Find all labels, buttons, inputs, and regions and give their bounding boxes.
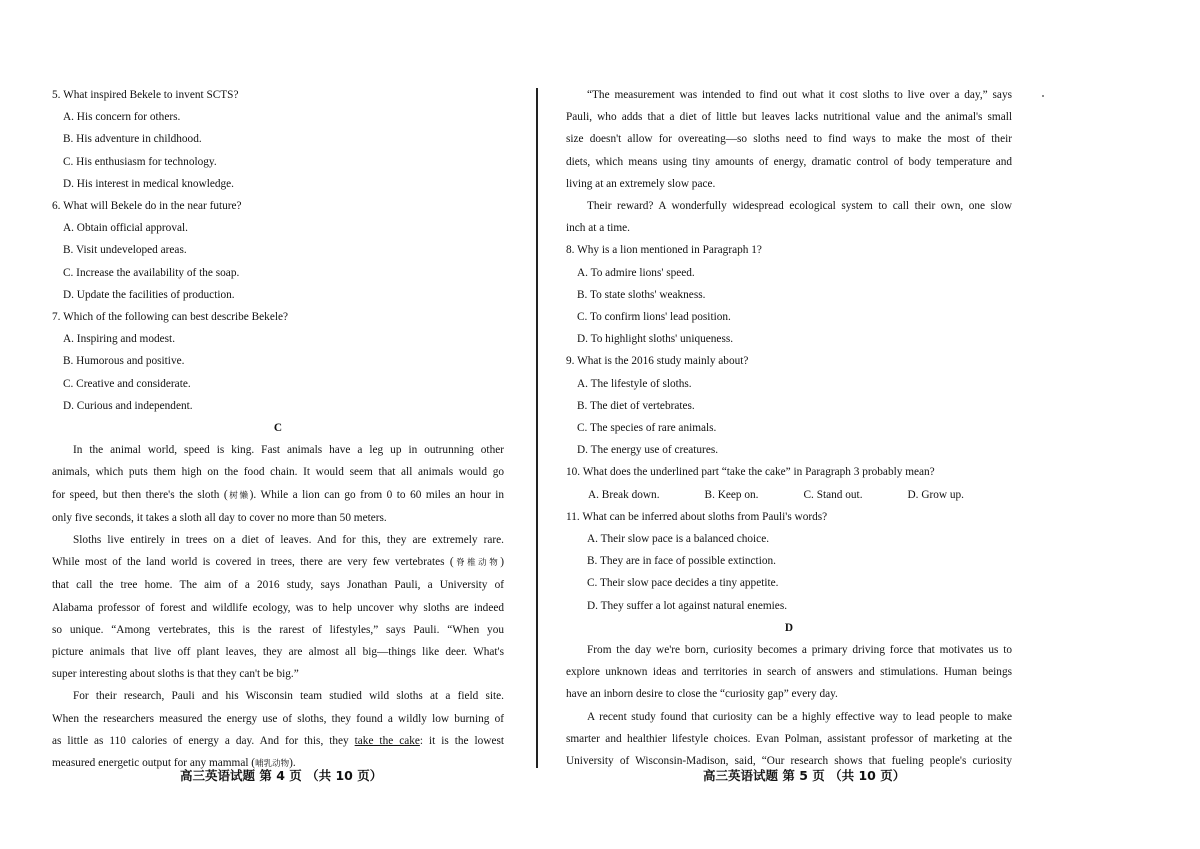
underlined-phrase: take the cake bbox=[354, 734, 420, 747]
text-line: While most of the land world is covered in trees, there are very few vertebrates (脊椎动物) bbox=[52, 556, 504, 569]
option-11d: D. They suffer a lot against natural enemies. bbox=[587, 599, 788, 612]
question-5: 5. What inspired Bekele to invent SCTS? bbox=[52, 89, 239, 101]
option-6d: D. Update the facilities of production. bbox=[63, 288, 235, 301]
option-8a: A. To admire lions' speed. bbox=[577, 266, 695, 279]
text-line: picture animals that live off plant leaves, they are almost all big—things like deer. What's bbox=[52, 646, 504, 659]
text-line: diets, which means using tiny amounts of energy, dramatic control of body temperature and bbox=[566, 155, 1012, 168]
question-7: 7. Which of the following can best describe Bekele? bbox=[52, 311, 289, 324]
chinese-gloss: 脊椎动物 bbox=[453, 558, 501, 569]
text-line: explore unknown ideas and territories in search of answers and stimulations. Human beings bbox=[566, 666, 1012, 679]
passage-d-paragraph-1 bbox=[566, 639, 1012, 706]
passage-c-paragraph-2 bbox=[52, 529, 504, 685]
text-line: In the animal world, speed is king. Fast animals have a leg up in outrunning other bbox=[73, 444, 504, 457]
text-line: so unique. “Among vertebrates, this is the rarest of lifestyles,” says Pauli. “When you bbox=[52, 623, 504, 636]
text-line: Alabama professor of forest and wildlife ecology, was to help uncover why sloths are indeed bbox=[52, 601, 504, 614]
option-11b: B. They are in face of possible extinction. bbox=[587, 555, 776, 568]
option-6b: B. Visit undeveloped areas. bbox=[63, 244, 187, 257]
passage-c-paragraph-4 bbox=[566, 84, 1012, 195]
option-7a: A. Inspiring and modest. bbox=[63, 333, 176, 346]
chinese-gloss: 哺乳动物 bbox=[255, 759, 290, 770]
passage-d-paragraph-2 bbox=[566, 706, 1012, 773]
option-11a: A. Their slow pace is a balanced choice. bbox=[587, 533, 770, 546]
question-10: 10. What does the underlined part “take the cake” in Paragraph 3 probably mean? bbox=[566, 466, 935, 479]
option-7c: C. Creative and considerate. bbox=[63, 377, 191, 390]
question-8: 8. Why is a lion mentioned in Paragraph 1? bbox=[566, 244, 762, 257]
text-line: for speed, but then there's the sloth (树懒). While a lion can go from 0 to 60 miles an hour in bbox=[52, 488, 504, 501]
question-11: 11. What can be inferred about sloths from Pauli's words? bbox=[566, 510, 828, 523]
text-line: size doesn't allow for overeating—so sloths need to find ways to make the most of their bbox=[566, 133, 1012, 146]
option-10c: C. Stand out. bbox=[803, 488, 863, 501]
option-10d: D. Grow up. bbox=[907, 488, 964, 501]
text-line: University of Wisconsin-Madison, said, “Our research shows that fueling people's curiosity bbox=[566, 755, 1012, 768]
option-5d: D. His interest in medical knowledge. bbox=[63, 177, 234, 190]
page-footer-left: 高三英语试题 第 4 页 （共 10 页） bbox=[180, 768, 383, 783]
text-line: Sloths live entirely in trees on a diet of leaves. And for this, they are extremely rare. bbox=[73, 534, 504, 547]
text-line: super interesting about sloths is that they can't be big.” bbox=[52, 668, 299, 681]
page-divider bbox=[536, 88, 538, 768]
text-line: For their research, Pauli and his Wisconsin team studied wild sloths at a field site. bbox=[73, 690, 504, 703]
text-line: that call the tree home. The aim of a 2016 study, says Jonathan Pauli, a University of bbox=[52, 579, 504, 592]
option-9c: C. The species of rare animals. bbox=[577, 422, 717, 435]
option-5b: B. His adventure in childhood. bbox=[63, 133, 202, 146]
option-5c: C. His enthusiasm for technology. bbox=[63, 155, 217, 168]
page-footer-right: 高三英语试题 第 5 页 （共 10 页） bbox=[703, 768, 906, 783]
question-6: 6. What will Bekele do in the near future? bbox=[52, 200, 242, 213]
question-9: 9. What is the 2016 study mainly about? bbox=[566, 355, 749, 368]
option-6a: A. Obtain official approval. bbox=[63, 222, 188, 235]
text-line: living at an extremely slow pace. bbox=[566, 177, 716, 190]
option-10a: A. Break down. bbox=[588, 488, 660, 501]
text-line: A recent study found that curiosity can be a highly effective way to lead people to make bbox=[587, 710, 1012, 723]
text-line: as little as 110 calories of energy a day. And for this, they take the cake: it is the lowest bbox=[52, 734, 504, 747]
text-line: Pauli, who adds that a diet of little but leaves lacks nutritional value and the animal's small bbox=[566, 111, 1012, 124]
text-line: smarter and healthier lifestyle choices. Evan Polman, assistant professor of marketing at the bbox=[566, 732, 1012, 745]
section-heading-d: D bbox=[784, 621, 794, 634]
text-line: measured energetic output for any mammal (哺乳动物). bbox=[52, 757, 296, 770]
text-line: animals, which puts them high on the food chain. It would seem that all animals would go bbox=[52, 466, 504, 479]
option-8b: B. To state sloths' weakness. bbox=[577, 288, 706, 301]
option-9a: A. The lifestyle of sloths. bbox=[577, 377, 692, 390]
section-heading-c: C bbox=[273, 422, 283, 435]
option-8c: C. To confirm lions' lead position. bbox=[577, 311, 731, 324]
scan-speck bbox=[1042, 95, 1044, 97]
options-10-row bbox=[566, 484, 1012, 506]
passage-c-paragraph-3 bbox=[52, 685, 504, 775]
text-line: “The measurement was intended to find out what it cost sloths to live over a day,” says bbox=[587, 89, 1012, 101]
text-line: From the day we're born, curiosity becomes a primary driving force that motivates us to bbox=[587, 644, 1012, 657]
option-11c: C. Their slow pace decides a tiny appetite. bbox=[587, 577, 779, 590]
chinese-gloss: 树懒 bbox=[227, 490, 250, 501]
option-9d: D. The energy use of creatures. bbox=[577, 444, 719, 457]
right-page-column bbox=[566, 84, 1012, 772]
option-6c: C. Increase the availability of the soap. bbox=[63, 266, 240, 279]
left-page-column bbox=[52, 84, 504, 775]
text-line: Their reward? A wonderfully widespread ecological system to call their own, one slow bbox=[587, 200, 1012, 213]
option-5a: A. His concern for others. bbox=[63, 111, 181, 124]
text-line: When the researchers measured the energy use of sloths, they found a wildly low burning of bbox=[52, 712, 504, 725]
option-7d: D. Curious and independent. bbox=[63, 399, 193, 412]
option-10b: B. Keep on. bbox=[704, 488, 759, 501]
option-9b: B. The diet of vertebrates. bbox=[577, 399, 695, 412]
passage-c-paragraph-1 bbox=[52, 439, 504, 529]
passage-c-paragraph-5 bbox=[566, 195, 1012, 239]
text-line: only five seconds, it takes a sloth all day to cover no more than 50 meters. bbox=[52, 511, 387, 524]
text-line: have an inborn desire to close the “curiosity gap” every day. bbox=[566, 688, 838, 701]
text-line: inch at a time. bbox=[566, 222, 630, 235]
option-8d: D. To highlight sloths' uniqueness. bbox=[577, 333, 734, 346]
option-7b: B. Humorous and positive. bbox=[63, 355, 185, 368]
